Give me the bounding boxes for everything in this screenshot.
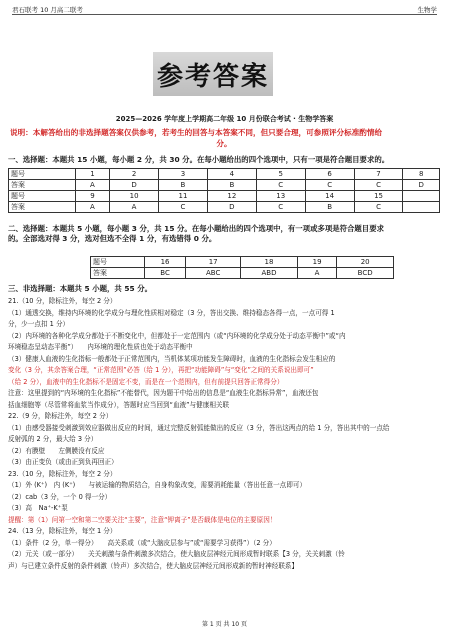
section-1-heading: 一、选择题：本题共 15 小题，每小题 2 分，共 30 分。在每小题给出的四个选项中，只有一项是符合题目要求的。	[8, 155, 390, 164]
table-row	[9, 169, 440, 180]
table-row	[9, 180, 440, 191]
answer-cell: 20	[337, 257, 394, 268]
row-header-cell: 题号	[9, 169, 76, 180]
answer-line: （给 2 分），血液中的生化指标不是固定不变，而是在一个范围内，但有前提只回答正常得分）	[8, 377, 284, 386]
answer-cell: C	[305, 180, 354, 191]
answer-cell: 18	[241, 257, 298, 268]
answer-line: 提醒：第（1）问第一空和第二空要关注“主要”，注意“钾离子”是否载体是电位的主要原因！	[8, 515, 277, 524]
answer-line: （2）cab（3 分，一个 0 得一分）	[8, 492, 112, 501]
answer-cell: 5	[256, 169, 305, 180]
answer-cell: 15	[354, 191, 403, 202]
row-header-cell: 答案	[9, 202, 76, 213]
header-right: 生物学	[417, 6, 437, 14]
answer-banner	[153, 52, 273, 96]
row-header-cell: 答案	[91, 268, 145, 279]
notice-line: 分。	[216, 139, 232, 148]
header-left: 君石联考 10 月高二联考	[12, 6, 83, 14]
answer-line: 括血细胞等（尽管常将血浆当作成分），答题时应当回到“血液”与健康相关联	[8, 400, 230, 409]
answer-line: （3）健康人血液的生化指标一般都处于正常范围内，当机体某项功能发生障碍时，血液的生化指标会发生相应的	[8, 354, 336, 363]
answer-line: 分，少一点扣 1 分）	[8, 320, 70, 328]
row-header-cell: 题号	[9, 191, 76, 202]
answer-cell: 8	[403, 169, 440, 180]
answer-cell: BC	[144, 268, 185, 279]
answer-line: （3）由正变负（或由正到负再回正）	[8, 458, 118, 466]
answer-cell: 13	[256, 191, 305, 202]
answer-cell: 1	[75, 169, 109, 180]
answer-cell: A	[75, 180, 109, 191]
answer-line: （1）通透交换，维持内环境的化学成分与理化性质相对稳定（3 分，答出交换、维持稳态各得一点，一点可得 1	[8, 308, 335, 317]
section-2-heading	[8, 224, 440, 244]
answer-cell: 2	[110, 169, 159, 180]
answer-cell: A	[297, 268, 336, 279]
page-header	[12, 2, 437, 15]
answer-line: 环境稳态呈动态平衡”） 内环境的理化性质也处于动态平衡中	[8, 343, 193, 351]
section-2-line: 二、选择题：本题共 5 小题，每小题 3 分，共 15 分。在每小题给出的四个选项中，有一项或多项是符合题目要求	[8, 224, 384, 233]
answer-cell: C	[159, 202, 208, 213]
answer-cell: 4	[207, 169, 256, 180]
answer-line: 24.（13 分，除标注外，每空 1 分）	[8, 527, 117, 535]
answer-cell: 3	[159, 169, 208, 180]
answer-table-2	[90, 256, 394, 279]
answer-cell: ABD	[241, 268, 298, 279]
answer-cell: 14	[305, 191, 354, 202]
answer-cell: C	[354, 180, 403, 191]
answer-line: 23.（10 分，除标注外，每空 2 分）	[8, 469, 117, 478]
answer-cell: D	[207, 202, 256, 213]
answer-body	[8, 296, 440, 572]
answer-line: 注意：这里提到的“内环境的生化指标”不能替代，因为题干中给出的信息是“血液生化指标异常”，血液还包	[8, 389, 319, 397]
answer-table-1	[8, 168, 440, 213]
grading-notice	[10, 127, 438, 149]
answer-line: （1）外 (K⁺) 内 (K⁺) 与被运输的物质结合，自身构象改变，需要消耗能量（答出任意一点即可）	[8, 481, 307, 489]
section-3-heading: 三、非选择题：本题共 5 小题，共 55 分。	[8, 284, 152, 293]
answer-cell: A	[75, 202, 109, 213]
answer-cell: 6	[305, 169, 354, 180]
answer-line: 反射弧的 2 分，最大给 3 分）	[8, 435, 98, 443]
answer-cell	[403, 202, 440, 213]
table-row	[91, 268, 394, 279]
answer-cell: 7	[354, 169, 403, 180]
answer-cell: B	[305, 202, 354, 213]
row-header-cell: 答案	[9, 180, 76, 191]
answer-line: 变化（3 分，其余答案合理，“正常范围”必答（给 1 分），再把“功能障碍”与“变化”之间的关系说出即可”	[8, 366, 314, 374]
answer-line: （1）条件（2 分，单一得分） 高关系或（或“大脑皮层参与”或“需要学习获得”）（2 分）	[8, 538, 276, 547]
answer-cell: B	[207, 180, 256, 191]
page-footer: 第 1 页 共 10 页	[202, 621, 247, 628]
answer-cell: C	[256, 202, 305, 213]
answer-line: （1）由感受器接受刺激到效应器做出反应的时间，通过完整反射弧能做出的反应（3 分，答出这两点的给 1 分，答出其中的一点给	[8, 423, 390, 432]
answer-cell: 12	[207, 191, 256, 202]
answer-cell: B	[159, 180, 208, 191]
answer-line: 声）与已建立条件反射的条件刺激（铃声）多次结合，使大脑皮层神经元间形成新的暂时神经联系】	[8, 561, 299, 570]
answer-line: （2）有膜壁 左侧膜没有反应	[8, 446, 105, 455]
answer-cell: 17	[186, 257, 241, 268]
answer-line: （2）元关（或一部分） 关关刺激与条件刺激多次结合，使大脑皮层神经元间形成暂时联系【3 分，关关刺激（铃	[8, 550, 345, 558]
answer-cell: A	[110, 202, 159, 213]
answer-cell: 9	[75, 191, 109, 202]
answer-cell: 19	[297, 257, 336, 268]
answer-cell: 10	[110, 191, 159, 202]
banner-title: 参考答案	[156, 61, 269, 92]
answer-cell: D	[110, 180, 159, 191]
answer-cell: C	[354, 202, 403, 213]
answer-line: 22.（9 分，除标注外，每空 2 分）	[8, 412, 113, 420]
table-row	[9, 191, 440, 202]
row-header-cell: 题号	[91, 257, 145, 268]
answer-cell: 16	[144, 257, 185, 268]
answer-line: （3）高 Na⁺-K⁺泵	[8, 504, 68, 512]
answer-line: 21.（10 分，除标注外，每空 2 分）	[8, 297, 117, 305]
table-row	[91, 257, 394, 268]
answer-cell: 11	[159, 191, 208, 202]
table-row	[9, 202, 440, 213]
answer-cell: BCD	[337, 268, 394, 279]
answer-cell: D	[403, 180, 440, 191]
section-2-line: 的。全部选对得 3 分，选对但选不全得 1 分，有选错得 0 分。	[8, 234, 217, 243]
answer-cell: ABC	[186, 268, 241, 279]
notice-line: 说明：本解答给出的非选择题答案仅供参考，若考生的回答与本答案不同，但只要合理，可参照评分标准酌情给	[10, 128, 383, 137]
answer-cell	[403, 191, 440, 202]
answer-cell: C	[256, 180, 305, 191]
answer-line: （2）内环境的各种化学成分都处于不断变化中，但都处于一定范围内（或“内环境的化学成分处于动态平衡中”或“内	[8, 331, 346, 340]
document-subtitle: 2025—2026 学年度上学期高二年级 10 月份联合考试 · 生物学答案	[115, 115, 334, 123]
